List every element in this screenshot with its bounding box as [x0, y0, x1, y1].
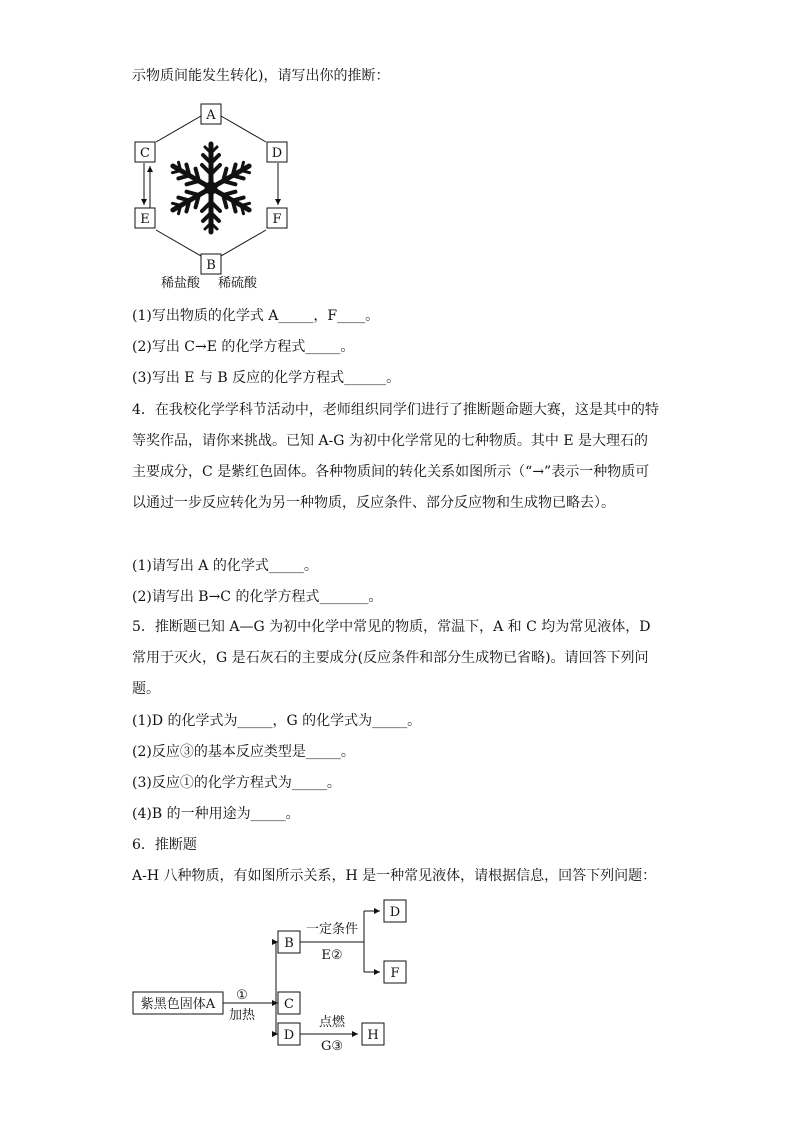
- q5-sub-4: (4)B 的一种用途为_____。: [132, 806, 300, 822]
- q5-sub-2: (2)反应③的基本反应类型是_____。: [132, 744, 355, 760]
- q5-sub-3: (3)反应①的化学方程式为_____。: [132, 775, 341, 791]
- intro-line: 示物质间能发生转化)，请写出你的推断：: [132, 68, 390, 84]
- step1-bottom: 加热: [228, 1008, 256, 1023]
- start-label: 紫黑色固体A: [140, 997, 216, 1012]
- q4-text: 4．在我校化学学科节活动中，老师组织同学们进行了推断题命题大赛，这是其中的特等奖作品，请你来挑战。已知 A-G 为初中化学常见的七种物质。其中 E 是大理石的主要成分，C 是紫红色固体。各种物质间的转化关系如图所示（“→”表示一种物质可以通过一步反应转化为另一种物质，反应条件、部分反应物和生成物已略去）。: [132, 402, 659, 511]
- q6-text: A-H 八种物质，有如图所示关系，H 是一种常见液体，请根据信息，回答下列问题：: [132, 868, 657, 884]
- figure-reaction-flow: [128, 895, 428, 1057]
- node-f: F: [272, 212, 282, 227]
- node-f: F: [390, 966, 400, 981]
- node-b: B: [284, 936, 294, 951]
- snowflake-icon: [168, 144, 253, 232]
- node-b: B: [206, 258, 216, 273]
- node-d: D: [271, 146, 283, 161]
- node-d: D: [283, 1028, 295, 1043]
- label-dilute-hcl: 稀盐酸: [161, 276, 201, 290]
- cond2-bottom: G③: [320, 1039, 344, 1054]
- node-e: E: [140, 212, 150, 227]
- q3-sub-3: (3)写出 E 与 B 反应的化学方程式______。: [132, 370, 401, 386]
- label-dilute-h2so4: 稀硫酸: [218, 276, 258, 290]
- q4-sub-2: (2)请写出 B→C 的化学方程式_______。: [132, 589, 383, 605]
- cond1-top: 一定条件: [305, 922, 359, 937]
- q4-sub-1: (1)请写出 A 的化学式_____。: [132, 558, 318, 574]
- step1-top: ①: [236, 988, 248, 1003]
- q3-sub-1: (1)写出物质的化学式 A_____，F____。: [132, 308, 380, 324]
- node-h: H: [367, 1028, 379, 1043]
- q3-sub-2: (2)写出 C→E 的化学方程式_____。: [132, 339, 355, 355]
- figure-hexagon-diagram: [128, 100, 298, 290]
- q5-text: 5．推断题已知 A—G 为初中化学中常见的物质，常温下，A 和 C 均为常见液体，D 常用于灭火，G 是石灰石的主要成分(反应条件和部分生成物已省略)。请回答下列问题。: [132, 619, 651, 697]
- node-d-top: D: [389, 905, 401, 920]
- node-c: C: [284, 997, 294, 1012]
- node-a: A: [206, 108, 216, 123]
- cond1-bottom: E②: [321, 948, 343, 963]
- q6-heading: 6．推断题: [132, 837, 197, 853]
- node-c: C: [140, 146, 150, 161]
- q5-sub-1: (1)D 的化学式为_____，G 的化学式为_____。: [132, 713, 422, 729]
- cond2-top: 点燃: [318, 1015, 346, 1030]
